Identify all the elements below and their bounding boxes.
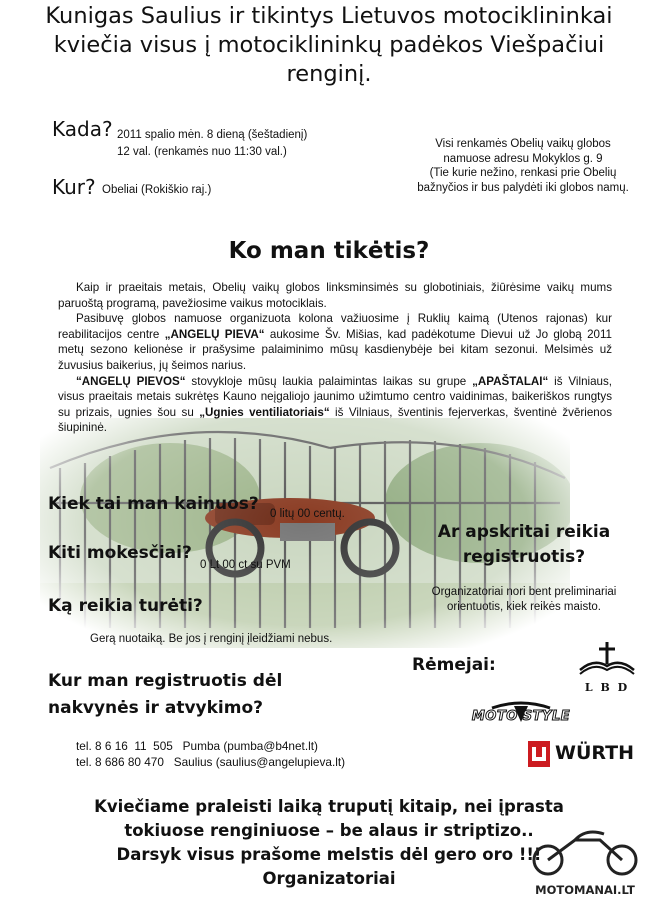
description-paragraph-2 — [58, 311, 612, 373]
watermark-text: MOTOMANAI.LT — [535, 883, 635, 897]
registration-question-line-1: Ar apskritai reikia — [437, 522, 611, 542]
registration-answer — [404, 585, 644, 615]
wurth-logo — [528, 741, 648, 769]
motorcycle-outline-icon — [520, 826, 650, 878]
poster-title — [0, 2, 658, 89]
need-answer: Gerą nuotaiką. Be jos į renginį įleidžiami nebus. — [90, 633, 333, 645]
wurth-text: WÜRTH — [555, 742, 635, 764]
p3-apastalai: „APAŠTALAI“ — [472, 374, 549, 388]
lbd-text: L B D — [584, 681, 630, 694]
fees-question: Kiti mokesčiai? — [48, 543, 192, 563]
wurth-mark-icon — [528, 741, 550, 767]
when-label: Kada? — [52, 117, 113, 141]
meeting-line-2: namuose adresu Mokyklos g. 9 — [443, 152, 603, 165]
where-value: Obeliai (Rokiškio raj.) — [102, 184, 212, 196]
meeting-line-3: (Tie kurie nežino, renkasi prie Obelių — [429, 167, 617, 179]
motostyle-text: MOTO STYLE — [471, 709, 571, 724]
where-label: Kur? — [52, 175, 96, 199]
when-date: 2011 spalio mėn. 8 dieną (šeštadienį) — [117, 129, 308, 141]
meeting-info — [378, 137, 658, 195]
when-time: 12 val. (renkamės nuo 11:30 val.) — [117, 146, 287, 158]
registration-answer-line-2: orientuotis, kiek reikės maisto. — [446, 601, 602, 613]
closing-line-2: tokiuose renginiuose – be alaus ir striptizo.. — [124, 821, 534, 840]
contact-saulius: tel. 8 686 80 470 Saulius (saulius@angelupieva.lt) — [76, 755, 346, 769]
p2-text-a: Pasibuvę globos namuose organizuota kolona važiuosime į Ruklių kaimą (Utenos rajonas) kur reabilitacijos centre — [58, 312, 612, 341]
closing-line-3: Darsyk visus prašome melstis dėl gero oro !!! — [116, 845, 542, 864]
p2-angelu-pieva: „ANGELŲ PIEVA“ — [164, 327, 265, 341]
title-line-1: Kunigas Saulius ir tikintys Lietuvos motociklininkai — [45, 3, 613, 29]
title-line-2: kviečia visus į motociklininkų padėkos Viešpačiui — [53, 32, 605, 58]
p3-text-c: iš Vilniaus, šventinis fejerverkas, šventinė žvērienos šiupininė. — [58, 405, 612, 435]
p3-ugnies-ventiliatoriai: „Ugnies ventiliatoriais“ — [199, 405, 330, 419]
motostyle-logo — [462, 700, 580, 730]
title-line-3: renginį. — [286, 61, 372, 87]
p3-angelu-pievos: “ANGELŲ PIEVOS“ — [76, 374, 186, 388]
cost-question: Kiek tai man kainuos? — [48, 494, 259, 514]
meeting-line-1: Visi renkamės Obelių vaikų globos — [435, 138, 611, 150]
motomanai-watermark — [520, 826, 650, 896]
expect-heading: Ko man tikėtis? — [228, 238, 430, 264]
closing-line-1: Kviečiame praleisti laiką truputį kitaip, nei įprasta — [94, 797, 564, 816]
register-where-heading — [48, 668, 368, 722]
contact-pumba: tel. 8 6 16 11 505 Pumba (pumba@b4net.lt) — [76, 739, 318, 753]
register-where-line-1: Kur man registruotis dėl — [48, 671, 283, 691]
registration-question — [404, 520, 644, 570]
p3-text-a: stovykloje mūsų laukia palaimintas laikas su grupe — [185, 374, 473, 388]
sponsors-label: Rėmejai: — [412, 655, 496, 675]
lbd-logo — [572, 640, 642, 692]
registration-question-line-2: registruotis? — [462, 547, 586, 567]
description-paragraph-3 — [58, 374, 612, 436]
event-description — [58, 280, 612, 436]
description-paragraph-1: Kaip ir praeitais metais, Obelių vaikų globos linksminsimės su globotiniais, žiūrėsime vaikų mums paruoštą programą, pavežiosime vaikus motociklais. — [58, 281, 612, 310]
closing-line-4: Organizatoriai — [262, 869, 396, 888]
cost-answer: 0 litų 00 centų. — [270, 508, 345, 520]
fees-answer: 0 Lt 00 ct su PVM — [200, 559, 291, 571]
need-question: Ką reikia turėti? — [48, 596, 203, 616]
p3-text-b: iš Vilniaus, visus praeitais metais sukrėtęs Kauno neįgaliojo jaunimo užimtumo centro vaidinimas, baikeriškos rungtys su prizais, ugnies šou su — [58, 374, 613, 419]
p2-text-b: aukosime Šv. Mišias, kad padėkotume Dievui už Jo globą 2011 metų sezono kelionėse ir prašysime palaiminimo mūsų kasdienybėje bei kitam sezonui. Melsimės už žuvusius baikerius, jų šeimos narius. — [58, 327, 612, 372]
meeting-line-4: bažnyčios ir bus palydėti iki globos namų. — [417, 181, 629, 194]
register-where-line-2: nakvynės ir atvykimo? — [48, 698, 263, 718]
cross-book-icon — [572, 640, 642, 676]
registration-answer-line-1: Organizatoriai nori bent preliminariai — [431, 586, 617, 598]
